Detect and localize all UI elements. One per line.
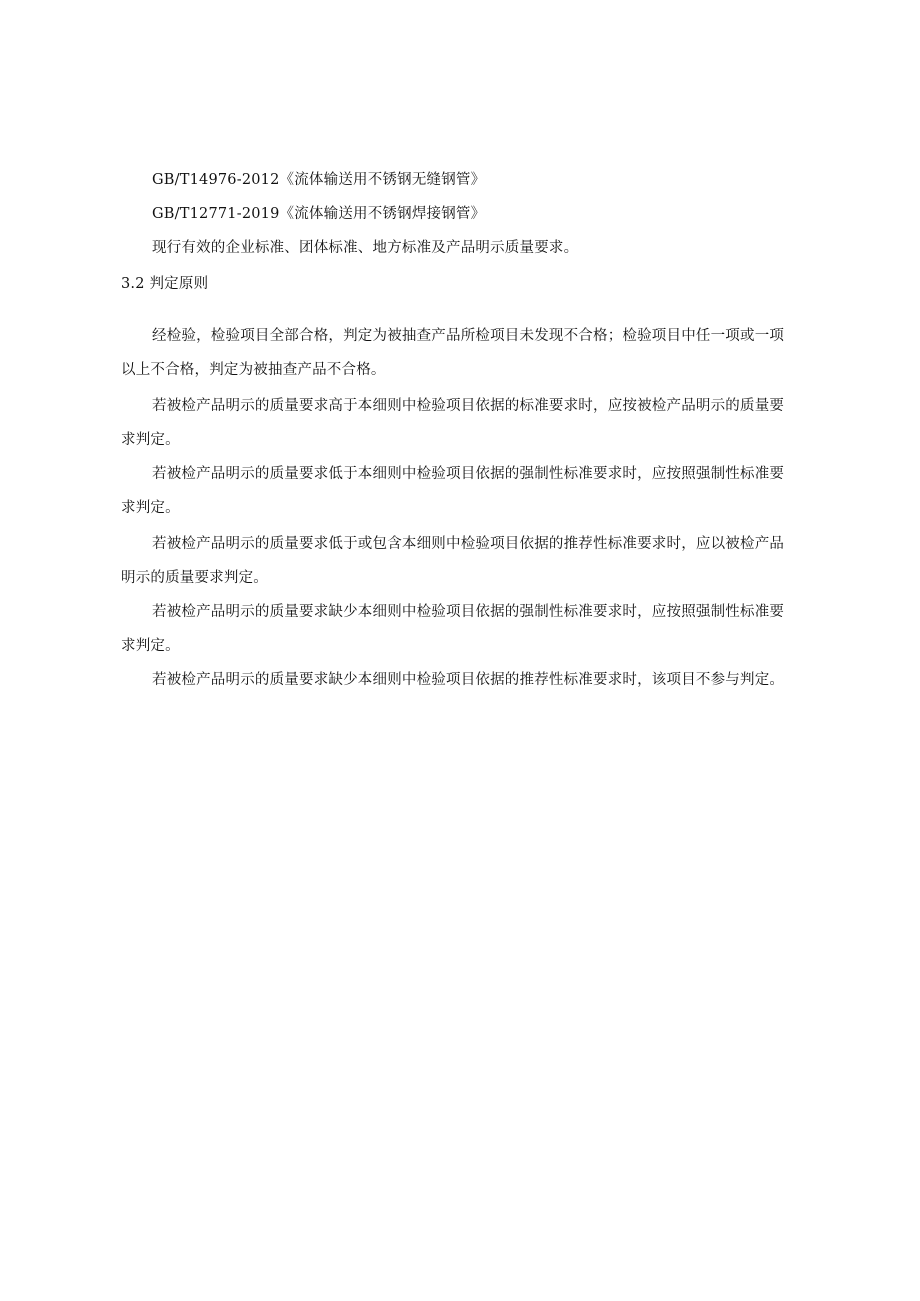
standard-line-3: 现行有效的企业标准、团体标准、地方标准及产品明示质量要求。 (152, 240, 579, 256)
paragraph-1-line-1: 经检验，检验项目全部合格，判定为被抽查产品所检项目未发现不合格；检验项目中任一项或一项 (152, 328, 785, 344)
section-heading: 3.2 判定原则 (121, 276, 209, 292)
standard-line-2: GB/T12771-2019《流体输送用不锈钢焊接钢管》 (152, 206, 486, 222)
standard-line-1: GB/T14976-2012《流体输送用不锈钢无缝钢管》 (152, 172, 486, 188)
paragraph-5-line-2: 求判定。 (121, 638, 180, 654)
paragraph-1-line-2: 以上不合格，判定为被抽查产品不合格。 (121, 362, 386, 378)
paragraph-6-line-1: 若被检产品明示的质量要求缺少本细则中检验项目依据的推荐性标准要求时，该项目不参与判定。 (152, 672, 785, 688)
paragraph-4-line-2: 明示的质量要求判定。 (121, 570, 268, 586)
paragraph-3-line-1: 若被检产品明示的质量要求低于本细则中检验项目依据的强制性标准要求时，应按照强制性标准要 (152, 466, 785, 482)
paragraph-2-line-1: 若被检产品明示的质量要求高于本细则中检验项目依据的标准要求时，应按被检产品明示的质量要 (152, 398, 785, 414)
paragraph-5-line-1: 若被检产品明示的质量要求缺少本细则中检验项目依据的强制性标准要求时，应按照强制性标准要 (152, 604, 785, 620)
paragraph-2-line-2: 求判定。 (121, 432, 180, 448)
paragraph-3-line-2: 求判定。 (121, 500, 180, 516)
paragraph-4-line-1: 若被检产品明示的质量要求低于或包含本细则中检验项目依据的推荐性标准要求时，应以被检产品 (152, 536, 785, 552)
